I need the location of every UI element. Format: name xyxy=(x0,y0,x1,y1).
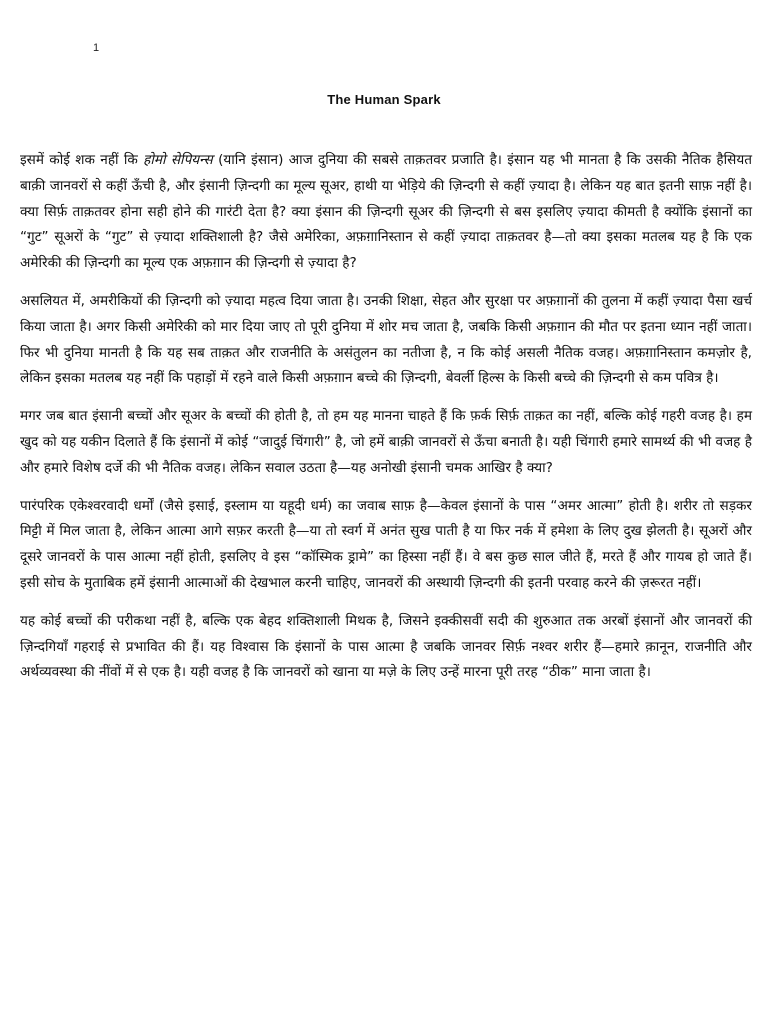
paragraph-1-text-before: इसमें कोई शक नहीं कि xyxy=(20,152,144,168)
paragraph-1 xyxy=(20,148,752,277)
paragraph-5: यह कोई बच्चों की परीकथा नहीं है, बल्कि एक बेहद शक्तिशाली मिथक है, जिसने इक्कीसवीं सदी की शुरुआत तक अरबों इंसानों और जानवरों की ज़िन्दगियाँ गहराई से प्रभावित की हैं। यह विश्वास कि इंसानों के पास आत्मा है जबकि जानवर सिर्फ़ नश्वर शरीर हैं—हमारे क़ानून, राजनीति और अर्थव्यवस्था की नींवों में से एक है। यही वजह है कि जानवरों को खाना या मज़े के लिए उन्हें मारना पूरी तरह “ठीक” माना जाता है। xyxy=(20,612,752,681)
paragraph-1-italic-term: होमो सेपियन्स xyxy=(143,152,213,168)
paragraph-3: मगर जब बात इंसानी बच्चों और सूअर के बच्चों की होती है, तो हम यह मानना चाहते हैं कि फ़र्क सिर्फ़ ताक़त का नहीं, बल्कि कोई गहरी वजह है। हम खुद को यह यकीन दिलाते हैं कि इंसानों में कोई “जादुई चिंगारी” है, जो हमें बाक़ी जानवरों से ऊँचा बनाती है। यही चिंगारी हमारे सामर्थ्य की भी वजह है और हमारे विशेष दर्जे की भी नैतिक वजह। लेकिन सवाल उठता है—यह अनोखी इंसानी चमक आखिर है क्या? xyxy=(20,408,752,476)
paragraph-4: पारंपरिक एकेश्वरवादी धर्मों (जैसे इसाई, इस्लाम या यहूदी धर्म) का जवाब साफ़ है—केवल इंसानों के पास “अमर आत्मा” होती है। शरीर तो सड़कर मिट्टी में मिल जाता है, लेकिन आत्मा आगे सफ़र करती है—या तो स्वर्ग में अनंत सुख पाती है या फिर नर्क में हमेशा के लिए दुख झेलती है। सूअरों और दूसरे जानवरों के पास आत्मा नहीं होती, इसलिए वे इस “कॉस्मिक ड्रामे” का हिस्सा नहीं हैं। वे बस कुछ साल जीते हैं, मरते हैं और गायब हो जाते हैं। इसी सोच के मुताबिक हमें इंसानी आत्माओं की देखभाल करनी चाहिए, जानवरों की अस्थायी ज़िन्दगी की इतनी परवाह करने की ज़रूरत नहीं। xyxy=(20,497,752,591)
paragraph-1-text-after: (यानि इंसान) आज दुनिया की सबसे ताक़तवर प्रजाति है। इंसान यह भी मानता है कि उसकी नैतिक हैसियत बाक़ी जानवरों से कहीं ऊँची है, और इंसानी ज़िन्दगी का मूल्य सूअर, हाथी या भेड़िये की ज़िन्दगी से कहीं ज़्यादा है। लेकिन यह बात इतनी साफ़ नहीं है। क्या सिर्फ़ ताक़तवर होना सही होने की गारंटी देता है? क्या इंसान की ज़िन्दगी सूअर की ज़िन्दगी से बस इसलिए ज़्यादा कीमती है क्योंकि इंसानों का “गुट” सूअरों के “गुट” से ज़्यादा शक्तिशाली है? जैसे अमेरिका, अफ़ग़ानिस्तान से कहीं ज़्यादा ताक़तवर है—तो क्या इसका मतलब यह है कि एक अमेरिकी की ज़िन्दगी का मूल्य एक अफ़ग़ान की ज़िन्दगी से ज़्यादा है? xyxy=(20,152,752,272)
document-title: The Human Spark xyxy=(327,92,441,107)
paragraph-2: असलियत में, अमरीकियों की ज़िन्दगी को ज़्यादा महत्व दिया जाता है। उनकी शिक्षा, सेहत और सुरक्षा पर अफ़ग़ानों की तुलना में कहीं ज़्यादा पैसा खर्च किया जाता है। अगर किसी अमेरिकी को मार दिया जाए तो पूरी दुनिया में शोर मच जाता है, जबकि किसी अफ़ग़ान की मौत पर इतना ध्यान नहीं जाता। फिर भी दुनिया मानती है कि यह सब ताक़त और राजनीति के असंतुलन का नतीजा है, न कि कोई असली नैतिक वजह। अफ़ग़ानिस्तान कमज़ोर है, लेकिन इसका मतलब यह नहीं कि पहाड़ों में रहने वाले किसी अफ़ग़ान बच्चे की ज़िन्दगी, बेवर्ली हिल्स के किसी बच्चे की ज़िन्दगी से कम पवित्र है। xyxy=(20,292,753,387)
page-number: 1 xyxy=(93,42,100,54)
document-body xyxy=(20,148,752,698)
